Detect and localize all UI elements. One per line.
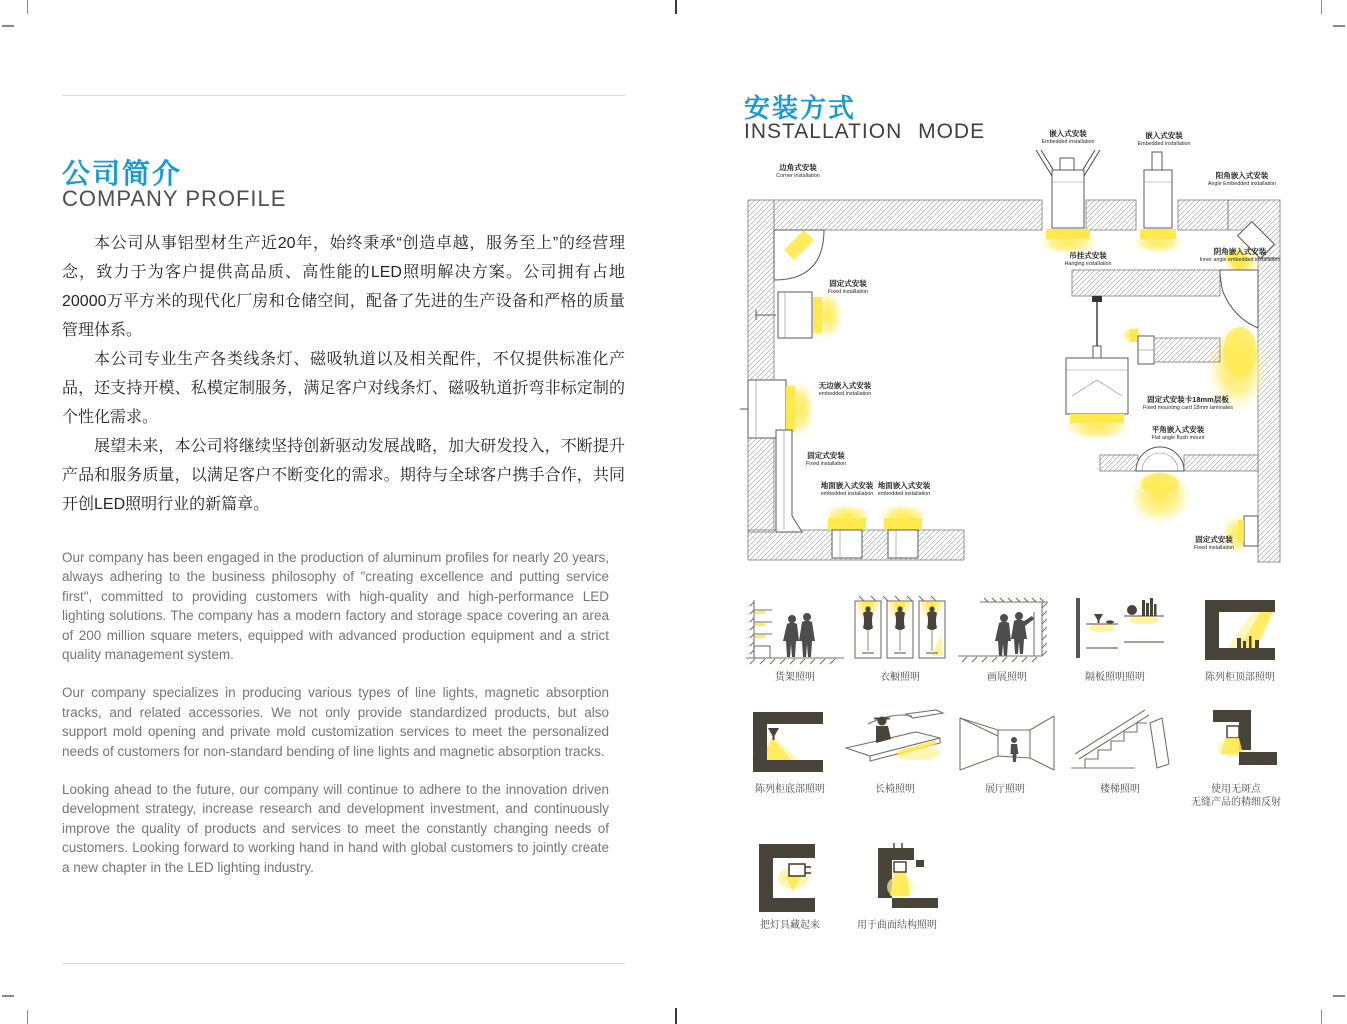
application-label: 陈列柜顶部照明	[1205, 672, 1275, 683]
application-label: 用于曲面结构照明	[857, 920, 937, 931]
application-item	[845, 590, 955, 684]
application-item	[740, 590, 850, 684]
diagram-label: 吊挂式安装 Hanging installation	[1064, 251, 1112, 267]
application-label: 展厅照明	[985, 784, 1025, 795]
diagram-label: 嵌入式安装 Embedded installation	[1041, 129, 1095, 145]
application-label-line2: 无缝产品的精细反射	[1191, 797, 1281, 808]
diagram-label: 固定式安装 Fixed installation	[827, 279, 869, 295]
diagram-label: 固定式安装 Fixed installation	[805, 451, 847, 467]
gallery-lighting-icon	[952, 590, 1062, 666]
diagram-label: 阴角嵌入式安装 Inner angle embedded installation	[1199, 247, 1281, 263]
curved-structure-lighting-icon	[842, 838, 952, 914]
application-label: 把灯具藏起来	[760, 920, 820, 931]
application-item	[840, 702, 950, 796]
zh-paragraph: 本公司专业生产各类线条灯、磁吸轨道以及相关配件，不仅提供标准化产品，还支持开模、私模定制服务，满足客户对线条灯、磁吸轨道折弯非标定制的个性化需求。	[62, 351, 625, 426]
company-profile-zh-text	[62, 229, 625, 519]
crop-mark	[675, 1008, 677, 1024]
diagram-label: 地面嵌入式安装 embedded installation	[820, 481, 874, 497]
application-label: 楼梯照明	[1100, 784, 1140, 795]
diagram-label: 边角式安装 Corner installation	[776, 163, 820, 179]
crop-mark	[27, 1010, 28, 1024]
crop-mark	[1321, 1010, 1322, 1024]
crop-mark	[2, 995, 14, 997]
display-case-bottom-lighting-icon	[735, 702, 845, 778]
application-item	[842, 838, 952, 932]
application-label: 使用无斑点	[1211, 784, 1261, 795]
diagram-label: 无边嵌入式安装 embedded installation	[818, 381, 872, 397]
application-item	[1060, 590, 1170, 684]
hidden-fixture-icon	[735, 838, 845, 914]
en-paragraph: Our company specializes in producing various types of line lights, magnetic absorption tracks, and related accessories. We not only provide standardized products, but also support mold opening and private mold customization services to meet the personalized needs of customers for non-standard bending of line lights and magnetic absorption tracks.	[62, 685, 609, 759]
diagram-label: 阳角嵌入式安装 Angle Embedded installation	[1207, 171, 1277, 187]
installation-mode-title-en: INSTALLATION MODE	[744, 120, 986, 143]
installation-cross-section-diagram	[740, 130, 1295, 575]
installation-diagram-drawing	[740, 130, 1295, 575]
stairs-lighting-icon	[1065, 702, 1175, 778]
diagram-label: 嵌入式安装 Embedded installation	[1137, 131, 1191, 147]
en-paragraph: Looking ahead to the future, our company will continue to adhere to the innovation driven development strategy, increase research and development investment, and continuously improve the quality of products and services to meet the constantly changing needs of customers. Looking forward to working hand in hand with global customers to jointly create a new chapter in the LED lighting industry.	[62, 782, 609, 875]
application-item	[952, 590, 1062, 684]
application-label: 陈列柜底部照明	[755, 784, 825, 795]
application-label: 衣橱照明	[880, 672, 920, 683]
diagram-label: 固定式安装 Fixed installation	[1193, 535, 1235, 551]
application-item	[950, 702, 1060, 796]
bench-lighting-icon	[840, 702, 950, 778]
exhibition-hall-lighting-icon	[950, 702, 1060, 778]
left-page-bottom-rule	[62, 963, 625, 964]
crop-mark	[1333, 25, 1345, 27]
diagram-label: 固定式安装卡18mm层板 Fixed mounting card 18mm laminates	[1143, 395, 1233, 411]
crop-mark	[675, 0, 677, 14]
application-label: 画展照明	[987, 672, 1027, 683]
application-item	[735, 702, 845, 796]
application-item	[1180, 702, 1292, 809]
diagram-label: 平角嵌入式安装 Flat angle flush mount	[1151, 425, 1205, 441]
crop-mark	[2, 25, 14, 27]
application-item	[735, 838, 845, 932]
company-profile-title-zh: 公司简介	[62, 158, 183, 189]
company-profile-title-en: COMPANY PROFILE	[62, 186, 287, 211]
company-profile-en-text	[62, 548, 609, 896]
application-label: 货架照明	[775, 672, 815, 683]
zh-paragraph: 本公司从事铝型材生产近20年，始终秉承“创造卓越，服务至上”的经营理念，致力于为客户提供高品质、高性能的LED照明解决方案。公司拥有占地20000万平方米的现代化厂房和仓储空间，配备了先进的生产设备和严格的质量管理体系。	[62, 235, 625, 339]
crop-mark	[1333, 995, 1345, 997]
seamless-reflection-icon	[1180, 702, 1292, 778]
application-label: 长椅照明	[875, 784, 915, 795]
installation-mode-title-zh: 安装方式	[744, 93, 857, 123]
application-item	[1185, 590, 1295, 684]
application-item	[1065, 702, 1175, 796]
shelf-lighting-icon	[740, 590, 850, 666]
left-page-top-rule	[62, 95, 625, 96]
en-paragraph: Our company has been engaged in the production of aluminum profiles for nearly 20 years, always adhering to the business philosophy of "creating excellence and putting service first", committed to providing customers with high-quality and high-performance LED lighting solutions. The company has a modern factory and storage space covering an area of 200 million square meters, equipped with advanced production equipment and a strict quality management system.	[62, 550, 609, 663]
display-case-top-lighting-icon	[1185, 590, 1295, 666]
diagram-label: 地面嵌入式安装 embedded installation	[877, 481, 931, 497]
crop-mark	[1321, 0, 1322, 14]
partition-lighting-icon	[1060, 590, 1170, 666]
wardrobe-lighting-icon	[845, 590, 955, 666]
zh-paragraph: 展望未来，本公司将继续坚持创新驱动发展战略，加大研发投入，不断提升产品和服务质量，以满足客户不断变化的需求。期待与全球客户携手合作，共同开创LED照明行业的新篇章。	[62, 438, 625, 513]
application-label: 隔板照明照明	[1085, 672, 1145, 683]
crop-mark	[27, 0, 28, 14]
